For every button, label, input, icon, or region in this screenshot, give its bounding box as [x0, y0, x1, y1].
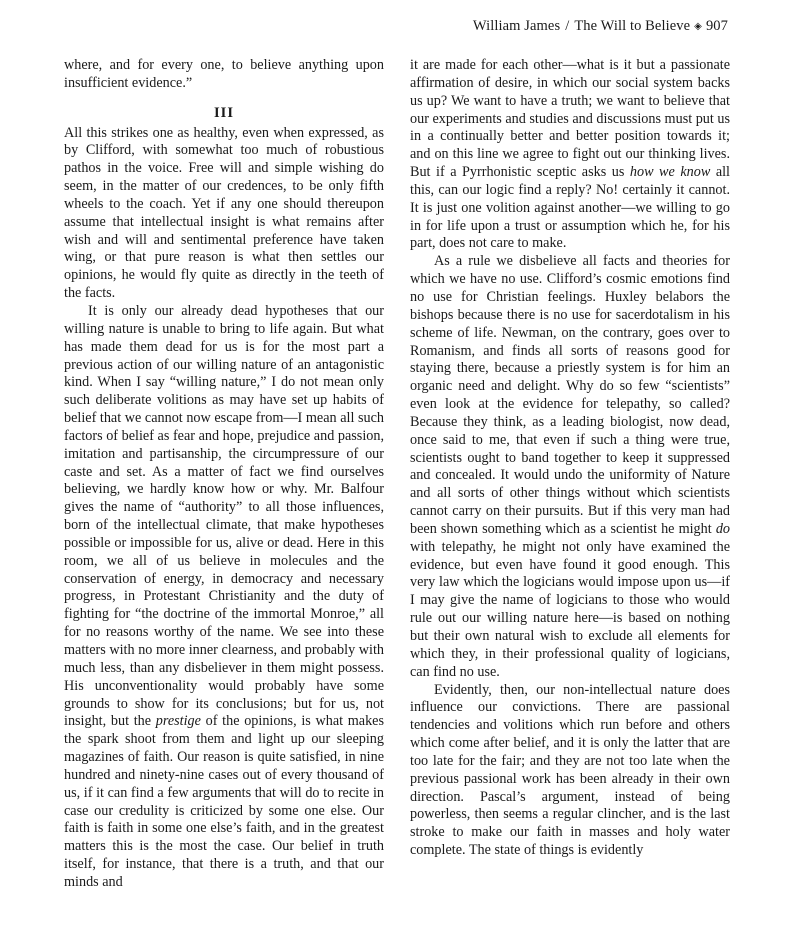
- right-column: [410, 57, 730, 860]
- header-author: William James: [472, 18, 561, 34]
- header-title: The Will to Believe: [574, 18, 691, 34]
- diamond-ornament-icon: ◈: [694, 21, 702, 32]
- paragraph-text: of the opinions, is what makes the spark shoot from them and light up our sleeping magazines of faith. Our reason is quite satisfied, in nine hundred and ninety-nine cases out of every thousand of us, if it can find a few arguments that will do to recite in case our credulity is criticized by some one else. Our faith is faith in some one else’s faith, and in the greatest matters this is the most the case. Our belief in truth itself, for instance, that there is a truth, and that our minds and: [64, 713, 385, 890]
- emphasis-text: do: [715, 520, 730, 537]
- paragraph-text: As a rule we disbelieve all facts and theories for which we have no use. Clifford’s cosmic emotions find no use for Christian feelings. Huxley belabors the bishops because there is no use for sacerdotalism in his scheme of life. Newman, on the contrary, goes over to Romanism, and finds all sorts of reasons good for staying there, because a priestly system is for him an organic need and delight. Why do so few “scientists” even look at the evidence for telepathy, so called? Because they think, as a leading biologist, now dead, once said to me, that even if such a thing were true, scientists ought to band together to keep it suppressed and concealed. It would undo the uniformity of Nature and all sorts of other things without which scientists cannot carry on their pursuits. But if this very man had been shown something which as a scientist he might: [410, 253, 730, 537]
- emphasis-text: prestige: [155, 713, 201, 730]
- left-column: [64, 57, 384, 892]
- paragraph-text: it are made for each other—what is it but a passionate affirmation of desire, in which our social system backs us up? We want to have a truth; we want to believe that our experiments and studies and discussions must put us in a continually better and better position towards it; and on this line we agree to fight out our thinking lives. But if a Pyrrhonistic sceptic asks us: [410, 57, 730, 181]
- paragraph-text: all this, can our logic find a reply? No! certainly it cannot. It is just one volition against another—we willing to go in for life upon a trust or assumption which he, for his part, does not care to make.: [410, 164, 730, 252]
- paragraph-text: with telepathy, he might not only have examined the evidence, but even have found it good enough. This very law which the logicians would impose upon us—if I may give the name of logicians to those who would rule out our willing nature here—is based on nothing but their own natural wish to exclude all elements for which they, in their professional quality of logicians, can find no use.: [410, 538, 730, 680]
- section-heading: III: [214, 104, 234, 121]
- emphasis-text: how we know: [629, 164, 711, 181]
- header-separator: /: [565, 18, 570, 34]
- paragraph: [410, 253, 730, 681]
- paragraph: [64, 303, 384, 892]
- page-number: 907: [705, 18, 728, 34]
- running-header: [473, 18, 728, 35]
- paragraph-continued: where, and for every one, to believe anything upon insufficient evidence.”: [64, 57, 384, 91]
- paragraph-continued: [410, 57, 730, 253]
- paragraph-text: It is only our already dead hypotheses that our willing nature is unable to bring to life again. But what has made them dead for us is for the most part a previous action of our willing nature of an antagonistic kind. When I say “willing nature,” I do not mean only such deliberate volitions as may have set up habits of belief that we cannot now escape from—I mean all such factors of belief as fear and hope, prejudice and passion, imitation and partisanship, the circumpressure of our caste and set. As a matter of fact we find ourselves believing, we hardly know how or why. Mr. Balfour gives the name of “authority” to all those influences, born of the intellectual climate, that make hypotheses possible or impossible for us, alive or dead. Here in this room, we all of us believe in molecules and the conservation of energy, in democracy and necessary progress, in Protestant Christianity and the duty of fighting for “the doctrine of the immortal Monroe,” all for no reasons worthy of the name. We see into these matters with no more inner clearness, and probably with much less, than any disbeliever in them might possess. His unconventionality would probably have some grounds to show for its conclusions; but for us, not insight, but the: [64, 302, 384, 730]
- paragraph: Evidently, then, our non-intellectual nature does influence our convictions. There are passional tendencies and volitions which run before and others which come after belief, and it is only the latter that are too late for the fair; and they are not too late when the previous passional work has been already in their own direction. Pascal’s argument, instead of being powerless, then seems a regular clincher, and is the last stroke to make our faith in masses and holy water complete. The state of things is evidently: [410, 681, 730, 859]
- paragraph: All this strikes one as healthy, even when expressed, as by Clifford, with somewhat too much of robustious pathos in the voice. Free will and simple wishing do seem, in the matter of our credences, to be only fifth wheels to the coach. Yet if any one should thereupon assume that intellectual insight is what remains after wish and will and sentimental preference have taken wing, or that pure reason is what then settles our opinions, he would fly quite as directly in the teeth of the facts.: [64, 124, 384, 302]
